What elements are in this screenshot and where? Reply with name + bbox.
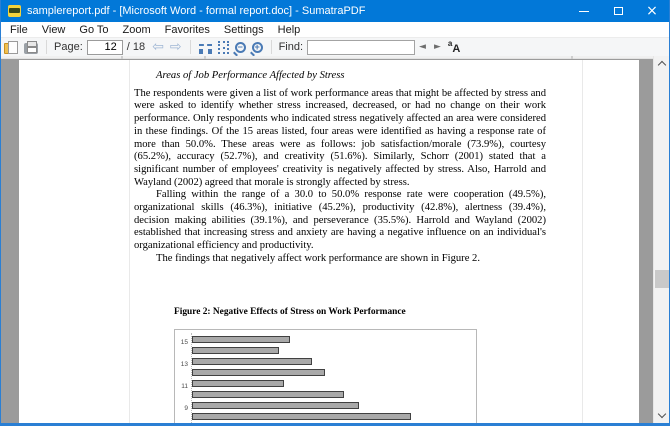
page-gap-mark xyxy=(121,56,123,59)
find-label: Find: xyxy=(278,41,304,53)
forward-arrow-icon: ⇨ xyxy=(169,39,182,55)
match-case-icon: a xyxy=(447,39,453,48)
figure-plot xyxy=(175,336,476,423)
fit-width-icon xyxy=(199,44,212,54)
section-heading: Areas of Job Performance Affected by Stress xyxy=(156,70,345,81)
chart-row xyxy=(175,347,476,357)
chart-bar xyxy=(192,391,344,398)
toolbar-separator xyxy=(46,40,47,54)
page-label: Page: xyxy=(54,41,83,53)
chart-bar xyxy=(192,358,312,365)
zoom-in-button[interactable] xyxy=(249,38,266,56)
toolbar xyxy=(1,37,669,56)
menu-file[interactable]: File xyxy=(10,23,28,36)
page-gap-mark xyxy=(204,56,206,59)
menu-view[interactable]: View xyxy=(41,23,66,36)
figure-chart xyxy=(174,329,477,423)
menu-zoom[interactable]: Zoom xyxy=(122,23,151,36)
paragraph: The findings that negatively affect work performance are shown in Figure 2. xyxy=(156,252,480,264)
paragraph: Falling within the range of a 30.0 to 50.0% response rate were cooperation (49.5%), organizational skills (46.3%), initiative (45.2%), productivity (42.8%), alertness (39.4%), decision making abilities (39.1%), and perseverance (35.5%). Harrold and Wayland (2002) established that increasing stress and anxiety are having a negative influence on an individual's organizational efficiency and productivity. xyxy=(134,189,546,252)
zoom-out-icon: − xyxy=(235,42,246,53)
menu-favorites[interactable]: Favorites xyxy=(164,23,210,36)
menu-goto[interactable]: Go To xyxy=(79,23,109,36)
title-bar[interactable] xyxy=(1,0,669,22)
figure-caption: Figure 2: Negative Effects of Stress on Work Performance xyxy=(174,306,406,317)
open-button[interactable] xyxy=(1,38,21,56)
menu-settings[interactable]: Settings xyxy=(223,23,264,36)
fit-width-button[interactable] xyxy=(196,38,215,56)
minimize-icon xyxy=(579,11,589,12)
text-boundary-line xyxy=(129,60,130,423)
app-icon xyxy=(8,5,21,17)
print-button[interactable] xyxy=(21,38,41,56)
chart-tick-label: 13 xyxy=(180,361,188,369)
chart-row xyxy=(175,369,476,379)
document-canvas xyxy=(1,56,669,423)
chart-tick-label: 15 xyxy=(180,339,188,347)
chart-tick-label: 9 xyxy=(184,405,188,413)
open-file-icon xyxy=(4,41,18,54)
fit-page-icon xyxy=(218,41,229,54)
back-arrow-icon: ⇦ xyxy=(152,39,164,55)
chart-tick-label: 11 xyxy=(181,383,188,391)
page-number-input[interactable] xyxy=(87,40,123,55)
zoom-out-button[interactable] xyxy=(232,38,249,56)
chart-bar xyxy=(192,402,359,409)
find-next-button[interactable] xyxy=(430,42,445,52)
maximize-icon xyxy=(614,7,623,15)
chart-bar xyxy=(192,380,284,387)
find-previous-button[interactable] xyxy=(415,42,430,52)
chart-bar xyxy=(192,347,279,354)
chart-row xyxy=(175,336,476,346)
menu-help[interactable]: Help xyxy=(277,23,301,36)
paragraph: The respondents were given a list of work performance areas that might be affected by stress and were asked to identify whether stress increased, decreased, or had no change on their work performance. Only respondents who indicated stress negatively affected an area were considered in these findings. Of the 15 areas listed, four areas were identified as having a response rate of more than 50.0%. These areas were as follows: job satisfaction/morale (73.9%), courtesy (65.2%), accuracy (52.7%), and creativity (51.6%). Similarly, Schorr (2001) stated that a significant number of employees' creativity is negatively affected by stress. Also, Harrold and Wayland (2002) agreed that morale is strongly affected by stress. xyxy=(134,87,546,188)
scroll-down-icon[interactable] xyxy=(658,410,666,418)
close-icon: × xyxy=(646,3,658,19)
minimize-button[interactable] xyxy=(567,0,601,22)
pdf-page xyxy=(19,60,639,423)
page-gap-mark xyxy=(571,56,573,59)
chart-bar xyxy=(192,369,325,376)
fit-page-button[interactable] xyxy=(215,38,232,56)
print-icon xyxy=(24,43,38,54)
toolbar-separator xyxy=(190,40,191,54)
text-boundary-line xyxy=(582,60,583,423)
find-next-icon: ► xyxy=(433,42,441,52)
toolbar-separator xyxy=(271,40,272,54)
chart-row xyxy=(175,402,476,412)
close-button[interactable] xyxy=(635,0,669,22)
page-gap-strip xyxy=(1,56,669,59)
chart-row xyxy=(175,358,476,368)
scrollbar-thumb[interactable] xyxy=(655,270,669,288)
vertical-scrollbar[interactable] xyxy=(653,56,669,423)
chart-row xyxy=(175,391,476,401)
chart-bar xyxy=(192,336,290,343)
scroll-up-icon[interactable] xyxy=(658,61,666,69)
find-input[interactable] xyxy=(307,40,415,55)
maximize-button[interactable] xyxy=(601,0,635,22)
chart-row xyxy=(175,413,476,423)
page-total: / 18 xyxy=(126,41,146,53)
chart-row xyxy=(175,380,476,390)
chart-bar xyxy=(192,413,411,420)
find-previous-icon: ◄ xyxy=(419,42,426,52)
window-title: samplereport.pdf - [Microsoft Word - formal report.doc] - SumatraPDF xyxy=(27,5,366,17)
document-text xyxy=(134,70,546,423)
zoom-in-icon: + xyxy=(252,42,263,53)
menu-bar xyxy=(1,22,669,37)
next-page-button[interactable] xyxy=(167,38,185,56)
match-case-button[interactable]: $^a$A xyxy=(447,39,461,55)
previous-page-button[interactable] xyxy=(149,38,167,56)
